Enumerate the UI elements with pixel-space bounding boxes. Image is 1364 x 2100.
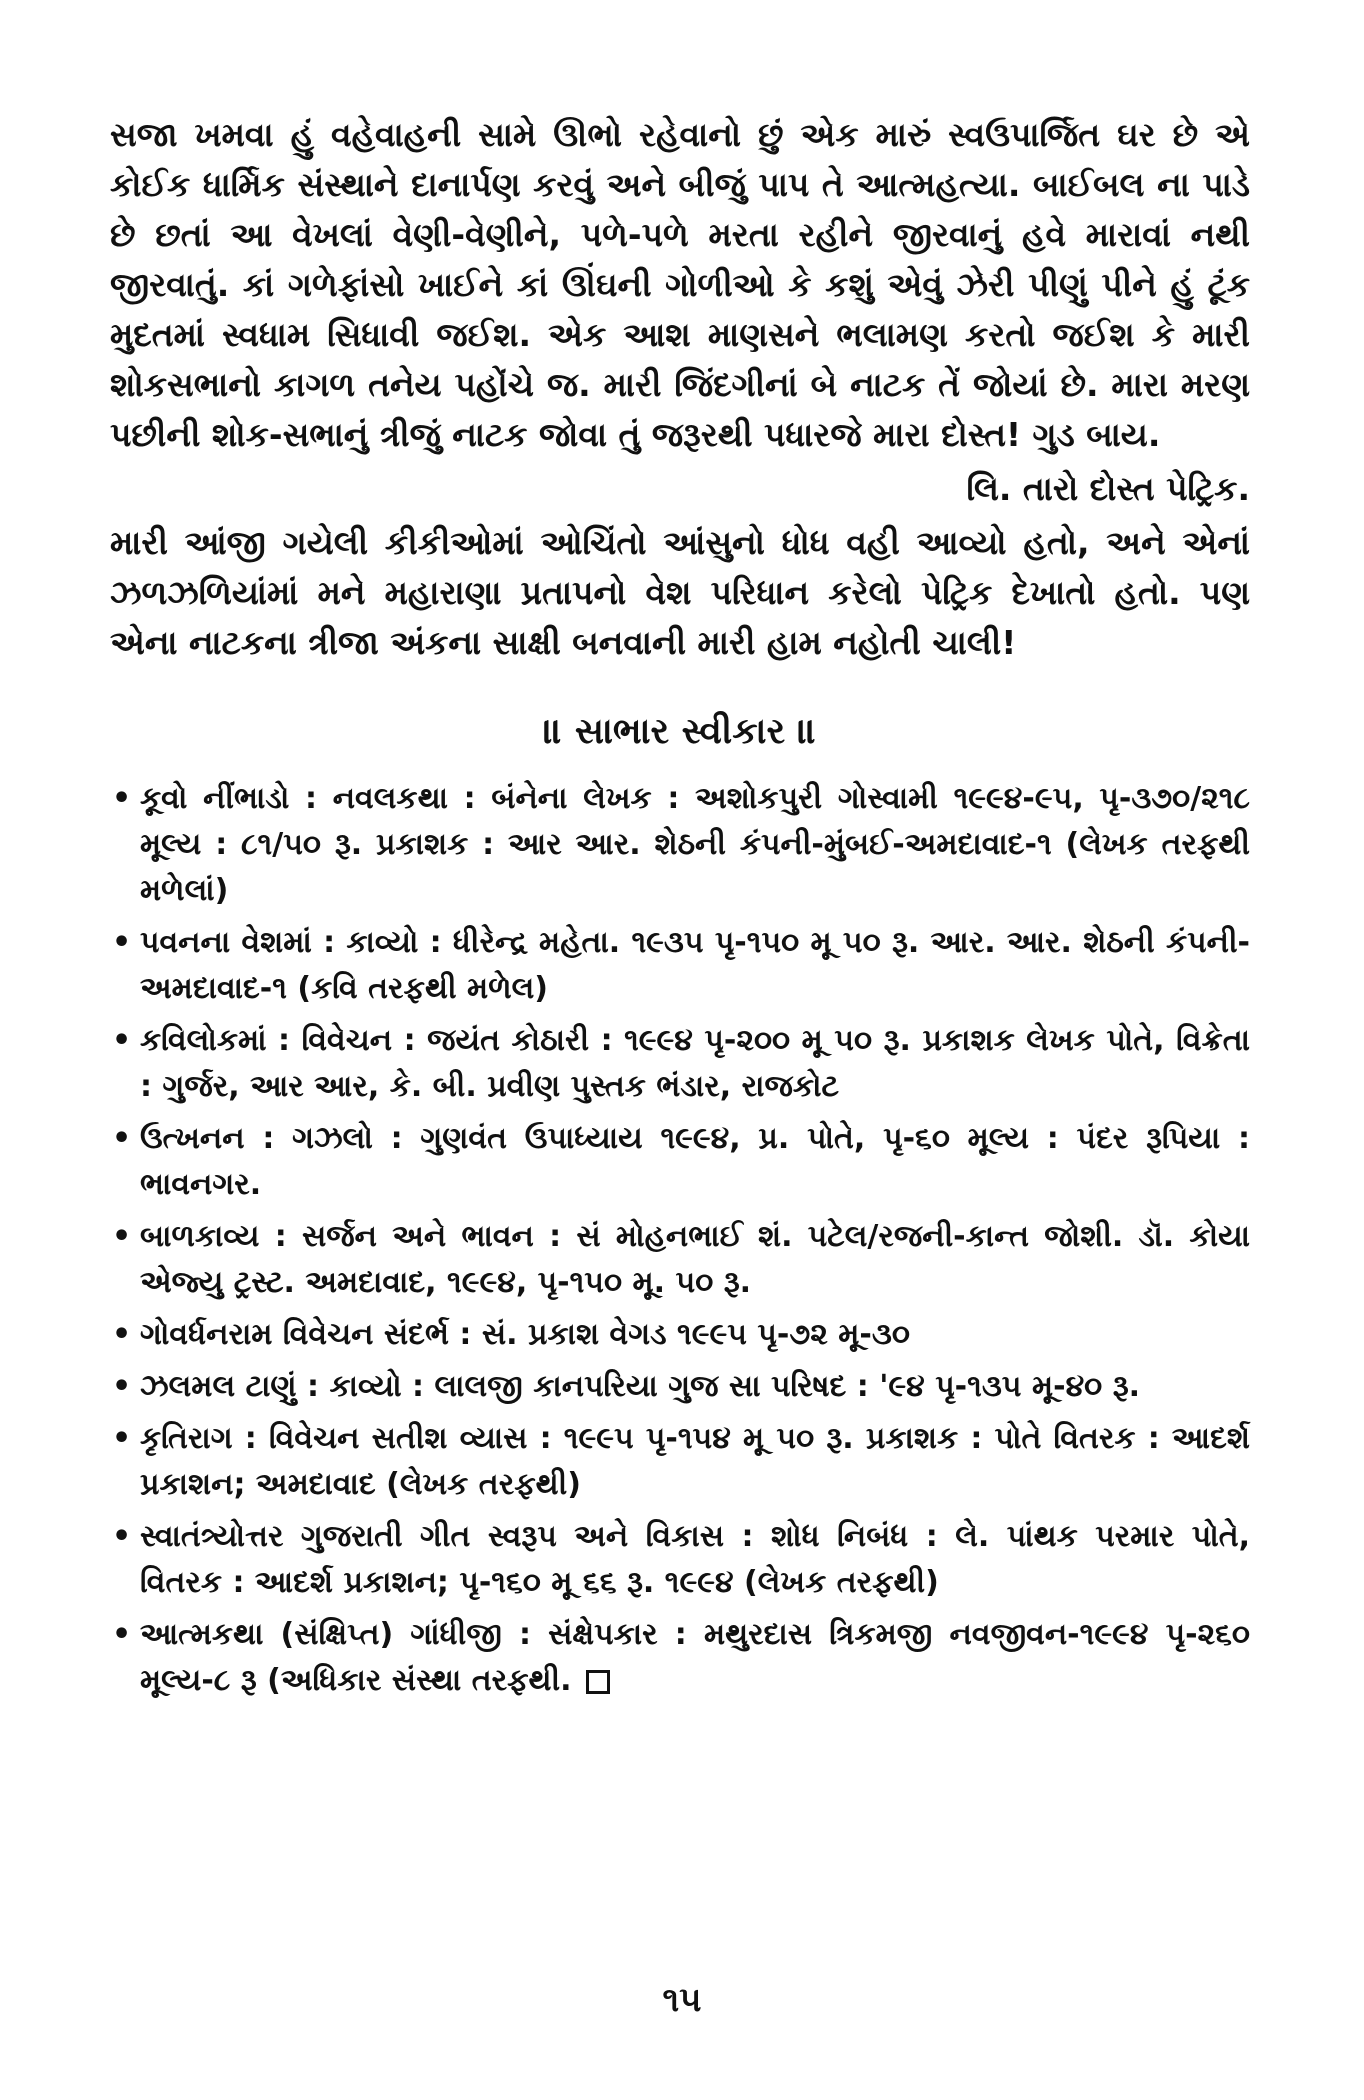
- list-item-text: આત્મકથા (સંક્ષિપ્ત) ગાંધીજી : સંક્ષેપકાર : મથુરદાસ ત્રિકમજી નવજીવન-૧૯૯૪ પૃ-૨૬૦ મૂલ્ય-૮ રૂ (અધિકાર સંસ્થા તરફથી.: [140, 1617, 1250, 1698]
- list-item: [110, 1416, 1250, 1508]
- bullet-icon: •: [112, 1023, 132, 1058]
- bullet-icon: •: [112, 1617, 132, 1652]
- page-content: [110, 110, 1250, 1710]
- list-item: [110, 1214, 1250, 1306]
- list-item: [110, 1018, 1250, 1110]
- list-item-text: પવનના વેશમાં : કાવ્યો : ધીરેન્દ્ર મહેતા. ૧૯૩૫ પૃ-૧૫૦ મૂ ૫૦ રૂ. આર. આર. શેઠની કંપની-અમદાવાદ-૧ (કવિ તરફથી મળેલ): [140, 925, 1250, 1006]
- list-item-text: ઝલમલ ટાણું : કાવ્યો : લાલજી કાનપરિયા ગુજ સા પરિષદ : '૯૪ પૃ-૧૩૫ મૂ-૪૦ રૂ.: [140, 1369, 1141, 1404]
- list-item-text: કૂવો નીંભાડો : નવલકથા : બંનેના લેખક : અશોકપુરી ગોસ્વામી ૧૯૯૪-૯૫, પૃ-૩૭૦/૨૧૮ મૂલ્ય : ૮૧/૫૦ રૂ. પ્રકાશક : આર આર. શેઠની કંપની-મુંબઈ-અમદાવાદ-૧ (લેખક તરફથી મળેલાં): [140, 781, 1250, 908]
- list-item-text: બાળકાવ્ય : સર્જન અને ભાવન : સં મોહનભાઈ શં. પટેલ/રજની-કાન્ત જોશી. ડૉ. કોયા એજ્યુ ટ્રસ્ટ. અમદાવાદ, ૧૯૯૪, પૃ-૧૫૦ મૂ. ૫૦ રૂ.: [140, 1219, 1250, 1300]
- list-item: [110, 920, 1250, 1012]
- bullet-icon: •: [112, 1121, 132, 1156]
- list-item-text: ઉત્ખનન : ગઝલો : ગુણવંત ઉપાધ્યાય ૧૯૯૪, પ્ર. પોતે, પૃ-૬૦ મૂલ્ય : પંદર રૂપિયા : ભાવનગર.: [140, 1121, 1250, 1202]
- list-item-text: સ્વાતંત્ર્યોત્તર ગુજરાતી ગીત સ્વરૂપ અને વિકાસ : શોધ નિબંધ : લે. પાંથક પરમાર પોતે, વિતરક : આદર્શ પ્રકાશન; પૃ-૧૬૦ મૂ ૬૬ રૂ. ૧૯૯૪ (લેખક તરફથી): [140, 1519, 1250, 1600]
- bullet-icon: •: [112, 1317, 132, 1352]
- list-item-text: કવિલોકમાં : વિવેચન : જયંત કોઠારી : ૧૯૯૪ પૃ-૨૦૦ મૂ ૫૦ રૂ. પ્રકાશક લેખક પોતે, વિક્રેતા : ગુર્જર, આર આર, કે. બી. પ્રવીણ પુસ્તક ભંડાર, રાજકોટ: [140, 1023, 1250, 1104]
- page-number: ૧૫: [662, 1980, 702, 2020]
- letter-signature: લિ. તારો દોસ્ત પેટ્રિક.: [966, 469, 1250, 508]
- list-item: [110, 1116, 1250, 1208]
- bullet-icon: •: [112, 1219, 132, 1254]
- bullet-icon: •: [112, 1421, 132, 1456]
- list-item: [110, 776, 1250, 914]
- list-item: [110, 1514, 1250, 1606]
- letter-paragraph: સજા ખમવા હું વહેવાહની સામે ઊભો રહેવાનો છું એક મારું સ્વઉપાર્જિત ઘર છે એ કોઈક ધાર્મિક સંસ્થાને દાનાર્પણ કરવું અને બીજું પાપ તે આત્મહત્યા. બાઈબલ ના પાડે છે છતાં આ વેખલાં વેણી-વેણીને, પળે-પળે મરતા રહીને જીરવાનું હવે મારાવાં નથી જીરવાતું. કાં ગળેફાંસો ખાઈને કાં ઊંઘની ગોળીઓ કે કશું એવું ઝેરી પીણું પીને હું ટૂંક મુદતમાં સ્વધામ સિધાવી જઈશ. એક આશ માણસને ભલામણ કરતો જઈશ કે મારી શોકસભાનો કાગળ તનેય પહોંચે જ. મારી જિંદગીનાં બે નાટક તેં જોયાં છે. મારા મરણ પછીની શોક-સભાનું ત્રીજું નાટક જોવા તું જરૂરથી પધારજે મારા દોસ્ત! ગુડ બાય.: [110, 115, 1250, 454]
- bullet-icon: •: [112, 781, 132, 816]
- list-item-text: કૃતિરાગ : વિવેચન સતીશ વ્યાસ : ૧૯૯૫ પૃ-૧૫૪ મૂ ૫૦ રૂ. પ્રકાશક : પોતે વિતરક : આદર્શ પ્રકાશન; અમદાવાદ (લેખક તરફથી): [140, 1421, 1250, 1502]
- list-item: [110, 1312, 1250, 1358]
- bullet-icon: •: [112, 1369, 132, 1404]
- bullet-icon: •: [112, 1519, 132, 1554]
- end-mark-icon: [586, 1670, 610, 1694]
- list-item: [110, 1364, 1250, 1410]
- list-item: [110, 1612, 1250, 1704]
- acknowledgement-list: [110, 776, 1250, 1704]
- list-item-text: ગોવર્ધનરામ વિવેચન સંદર્ભ : સં. પ્રકાશ વેગડ ૧૯૯૫ પૃ-૭૨ મૂ-૩૦: [140, 1317, 910, 1352]
- acknowledgement-heading: ॥ સાભાર સ્વીકાર ॥: [543, 711, 817, 752]
- bullet-icon: •: [112, 925, 132, 960]
- closing-paragraph: મારી આંજી ગયેલી કીકીઓમાં ઓચિંતો આંસુનો ધોધ વહી આવ્યો હતો, અને એનાં ઝળઝળિયાંમાં મને મહારાણા પ્રતાપનો વેશ પરિધાન કરેલો પેટ્રિક દેખાતો હતો. પણ એના નાટકના ત્રીજા અંકના સાક્ષી બનવાની મારી હામ નહોતી ચાલી!: [110, 523, 1250, 662]
